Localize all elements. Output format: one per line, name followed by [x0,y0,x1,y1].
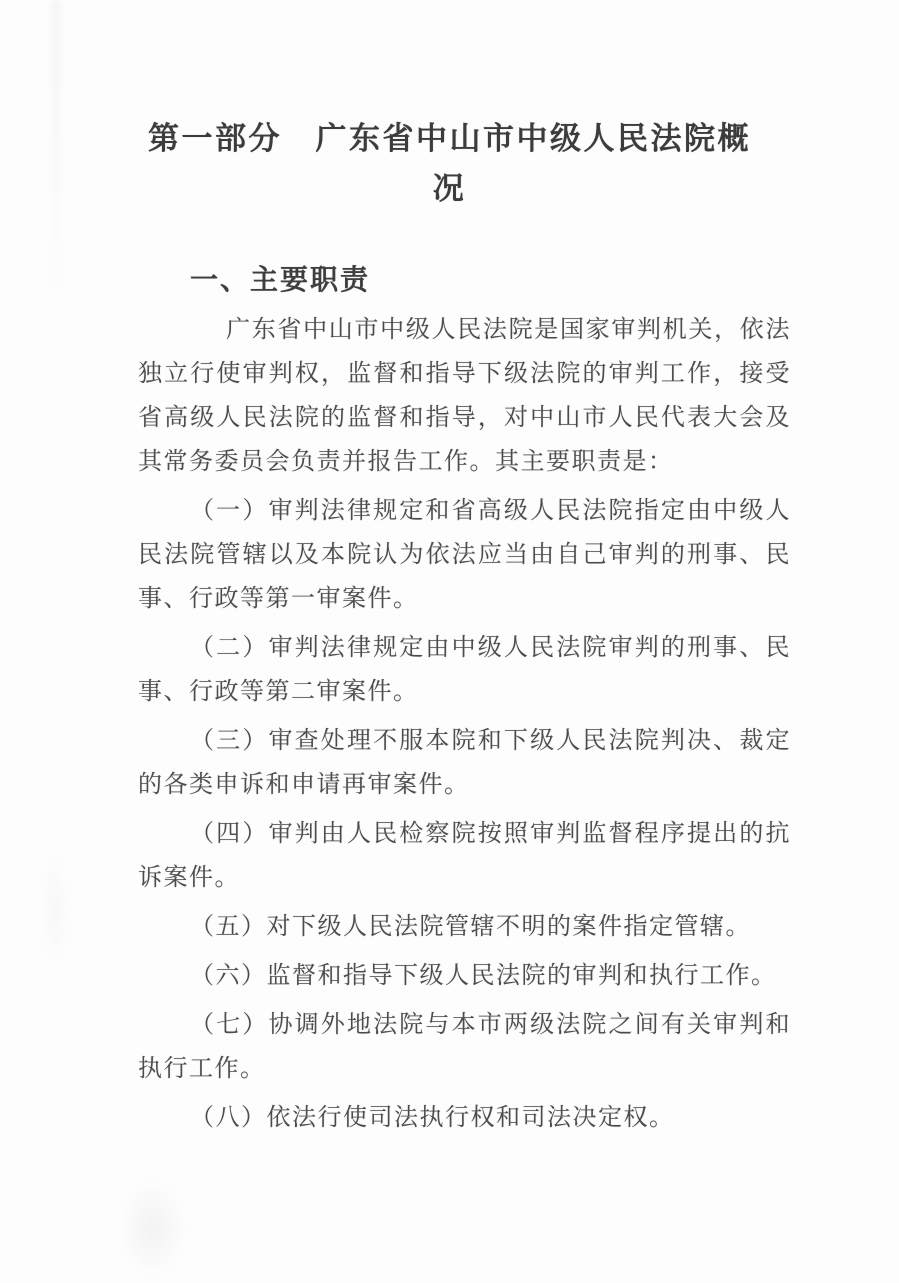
section-heading: 一、主要职责 [190,264,371,295]
duty-item-3: （三）审查处理不服本院和下级人民法院判决、裁定的各类申诉和申请再审案件。 [138,728,791,798]
scan-smudge-artifact [118,1178,188,1278]
duty-item-7: （七）协调外地法院与本市两级法院之间有关审判和执行工作。 [138,1012,791,1082]
duty-item-4: （四）审判由人民检察院按照审判监督程序提出的抗诉案件。 [138,821,791,891]
duty-item-8: （八）依法行使司法执行权和司法决定权。 [190,1105,675,1131]
document-body [138,308,791,1140]
duty-item-6: （六）监督和指导下级人民法院的审判和执行工作。 [190,963,777,989]
duty-item-1: （一）审判法律规定和省高级人民法院指定由中级人民法院管辖以及本院认为依法应当由自己审判的刑事、民事、行政等第一审案件。 [138,498,791,612]
document-title-line-2: 况 [432,171,467,206]
document-title-line-1: 第一部分 广东省中山市中级人民法院概 [148,121,751,156]
duty-item-5: （五）对下级人民法院管辖不明的案件指定管辖。 [190,914,751,940]
document-title [0,0,899,214]
duty-item-2: （二）审判法律规定由中级人民法院审判的刑事、民事、行政等第二审案件。 [138,635,791,705]
scan-smudge-artifact [40,850,70,970]
intro-paragraph: 广东省中山市中级人民法院是国家审判机关，依法独立行使审判权，监督和指导下级法院的审判工作，接受省高级人民法院的监督和指导，对中山市人民代表大会及其常务委员会负责并报告工作。其主要职责是： [138,317,791,475]
